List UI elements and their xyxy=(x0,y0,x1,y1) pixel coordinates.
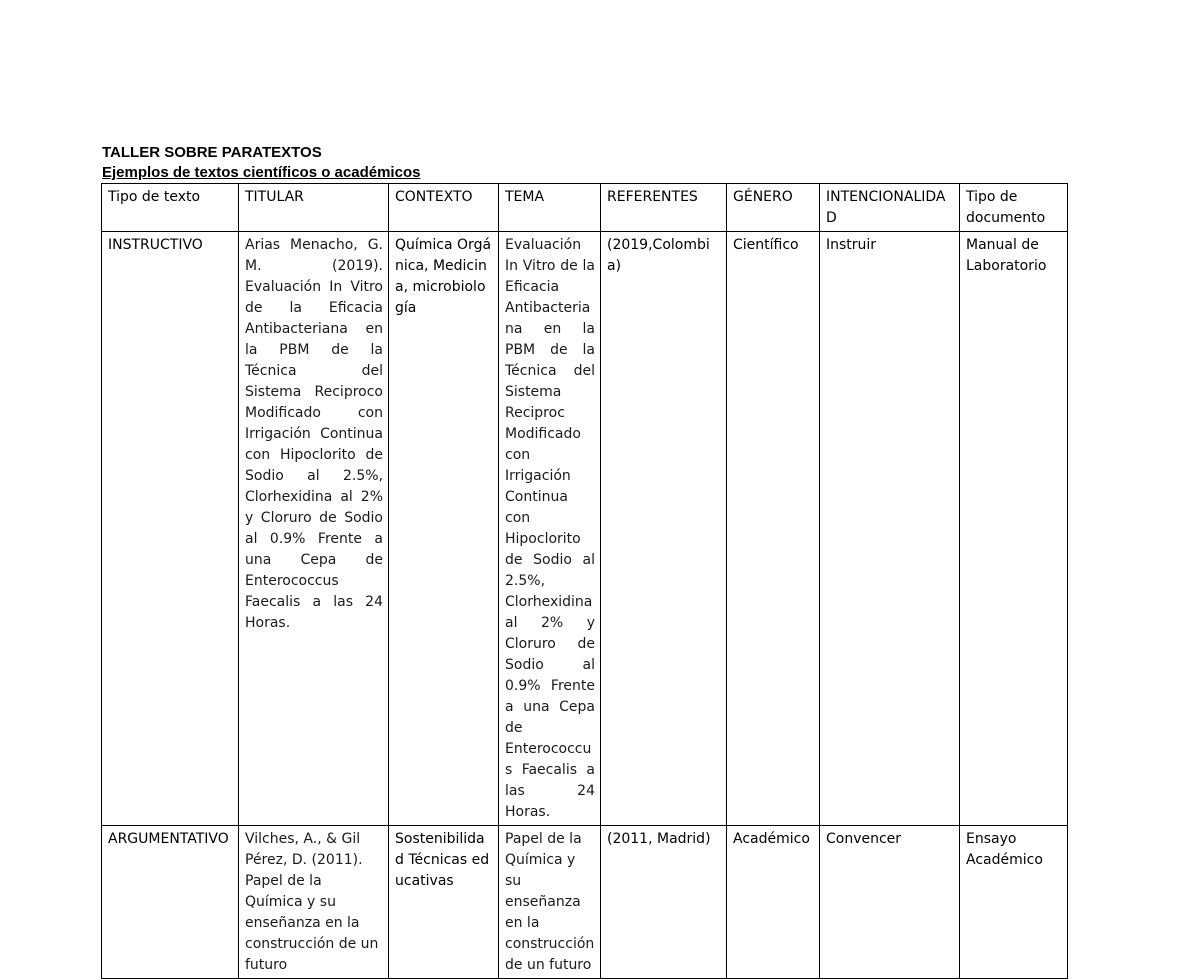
document-title: TALLER SOBRE PARATEXTOS xyxy=(102,144,322,161)
cell-intencionalidad: Convencer xyxy=(820,826,960,979)
header-tipo-texto: Tipo de texto xyxy=(102,184,239,232)
cell-tipo-documento: Manual de Laboratorio xyxy=(960,232,1068,826)
table-header-row xyxy=(102,184,1068,232)
paratext-table xyxy=(101,183,1068,979)
header-tipo-documento: Tipo de documento xyxy=(960,184,1068,232)
table-row xyxy=(102,826,1068,979)
cell-contexto: Sostenibilidad Técnicas educativas xyxy=(389,826,499,979)
header-tema: TEMA xyxy=(499,184,601,232)
header-genero: GÉNERO xyxy=(727,184,820,232)
table-row xyxy=(102,232,1068,826)
cell-referentes: (2019,Colombia) xyxy=(601,232,727,826)
header-referentes: REFERENTES xyxy=(601,184,727,232)
cell-contexto: Química Orgánica, Medicina, microbiología xyxy=(389,232,499,826)
cell-referentes: (2011, Madrid) xyxy=(601,826,727,979)
cell-genero: Científico xyxy=(727,232,820,826)
cell-tipo: ARGUMENTATIVO xyxy=(102,826,239,979)
cell-intencionalidad: Instruir xyxy=(820,232,960,826)
header-intencionalidad: INTENCIONALIDAD xyxy=(820,184,960,232)
cell-tipo: INSTRUCTIVO xyxy=(102,232,239,826)
header-titular: TITULAR xyxy=(239,184,389,232)
cell-genero: Académico xyxy=(727,826,820,979)
cell-tema: Evaluación In Vitro de la Eficacia Antibacteriana en la PBM de la Técnica del Sistema Reciproc Modificado con Irrigación Continua con Hipoclorito de Sodio al 2.5%, Clorhexidina al 2% y Cloruro de Sodio al 0.9% Frente a una Cepa de Enterococcus Faecalis a las 24 Horas. xyxy=(499,232,601,826)
cell-tema: Papel de la Química y su enseñanza en la construcción de un futuro xyxy=(499,826,601,979)
header-contexto: CONTEXTO xyxy=(389,184,499,232)
document-subtitle: Ejemplos de textos científicos o académicos xyxy=(102,164,421,181)
cell-tipo-documento: Ensayo Académico xyxy=(960,826,1068,979)
cell-titular: Arias Menacho, G. M. (2019). Evaluación In Vitro de la Eficacia Antibacteriana en la PBM de la Técnica del Sistema Reciproco Modificado con Irrigación Continua con Hipoclorito de Sodio al 2.5%, Clorhexidina al 2% y Cloruro de Sodio al 0.9% Frente a una Cepa de Enterococcus Faecalis a las 24 Horas. xyxy=(239,232,389,826)
cell-titular: Vilches, A., & Gil Pérez, D. (2011). Papel de la Química y su enseñanza en la construcción de un futuro xyxy=(239,826,389,979)
